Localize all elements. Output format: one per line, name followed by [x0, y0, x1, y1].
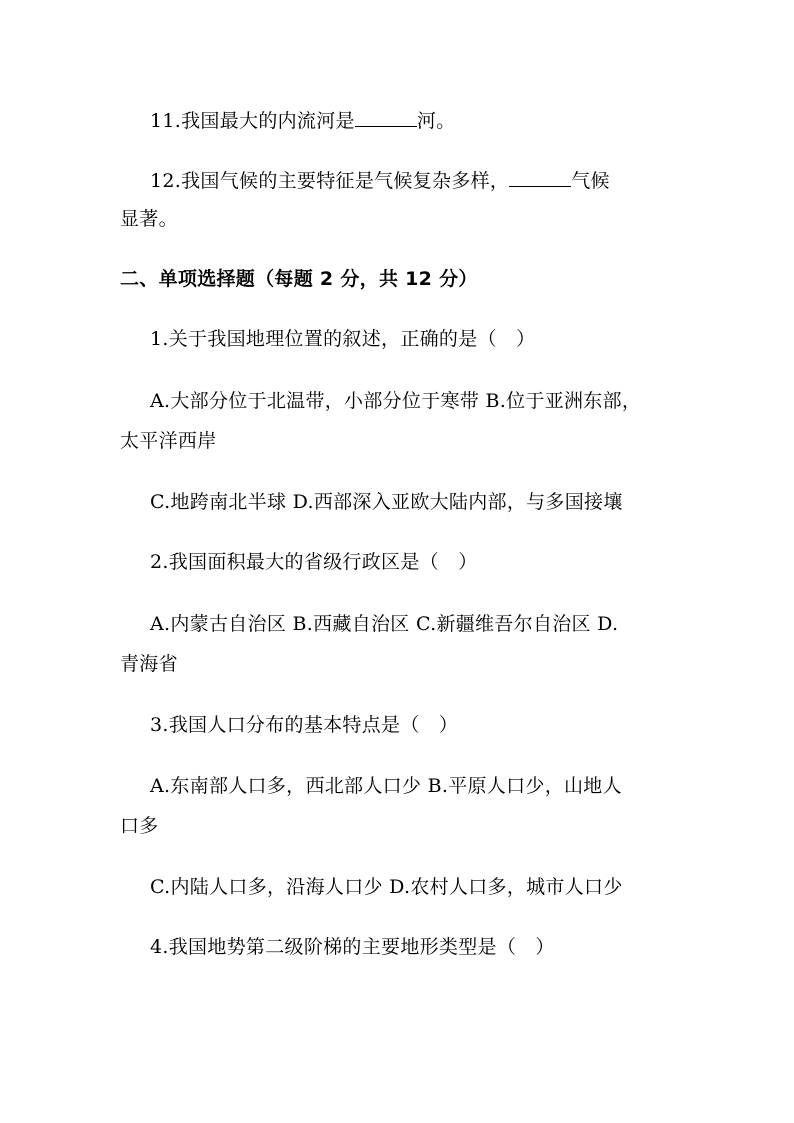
question-2-stem: 2.我国面积最大的省级行政区是（ ） [150, 551, 478, 573]
section-heading: 二、单项选择题（每题 2 分，共 12 分） [120, 268, 478, 290]
question-12 [150, 168, 710, 192]
question-12-continuation: 显著。 [120, 208, 178, 230]
question-3-options-line2: 口多 [120, 815, 159, 837]
question-11-text: 11.我国最大的内流河是 [150, 110, 355, 132]
answer-blank [509, 168, 571, 187]
question-3-stem: 3.我国人口分布的基本特点是（ ） [150, 714, 459, 736]
question-1-options-line2: 太平洋西岸 [120, 430, 217, 452]
question-1-stem: 1.关于我国地理位置的叙述，正确的是（ ） [150, 328, 536, 350]
question-11 [150, 108, 710, 132]
question-3-options-line3: C.内陆人口多，沿海人口少 D.农村人口多，城市人口少 [150, 876, 623, 898]
question-1-options-line3: C.地跨南北半球 D.西部深入亚欧大陆内部，与多国接壤 [150, 491, 623, 513]
question-2-options-line2: 青海省 [120, 653, 178, 675]
question-11-tail: 河。 [416, 110, 456, 132]
question-12-tail: 气候 [571, 170, 610, 192]
question-2-options-line1: A.内蒙古自治区 B.西藏自治区 C.新疆维吾尔自治区 D. [150, 613, 619, 635]
answer-blank [355, 108, 417, 127]
question-3-options-line1: A.东南部人口多，西北部人口少 B.平原人口少，山地人 [150, 775, 622, 797]
question-4-stem: 4.我国地势第二级阶梯的主要地形类型是（ ） [150, 936, 555, 958]
question-12-text: 12.我国气候的主要特征是气候复杂多样， [150, 170, 510, 192]
question-1-options-line1: A.大部分位于北温带，小部分位于寒带 B.位于亚洲东部， [150, 390, 642, 412]
